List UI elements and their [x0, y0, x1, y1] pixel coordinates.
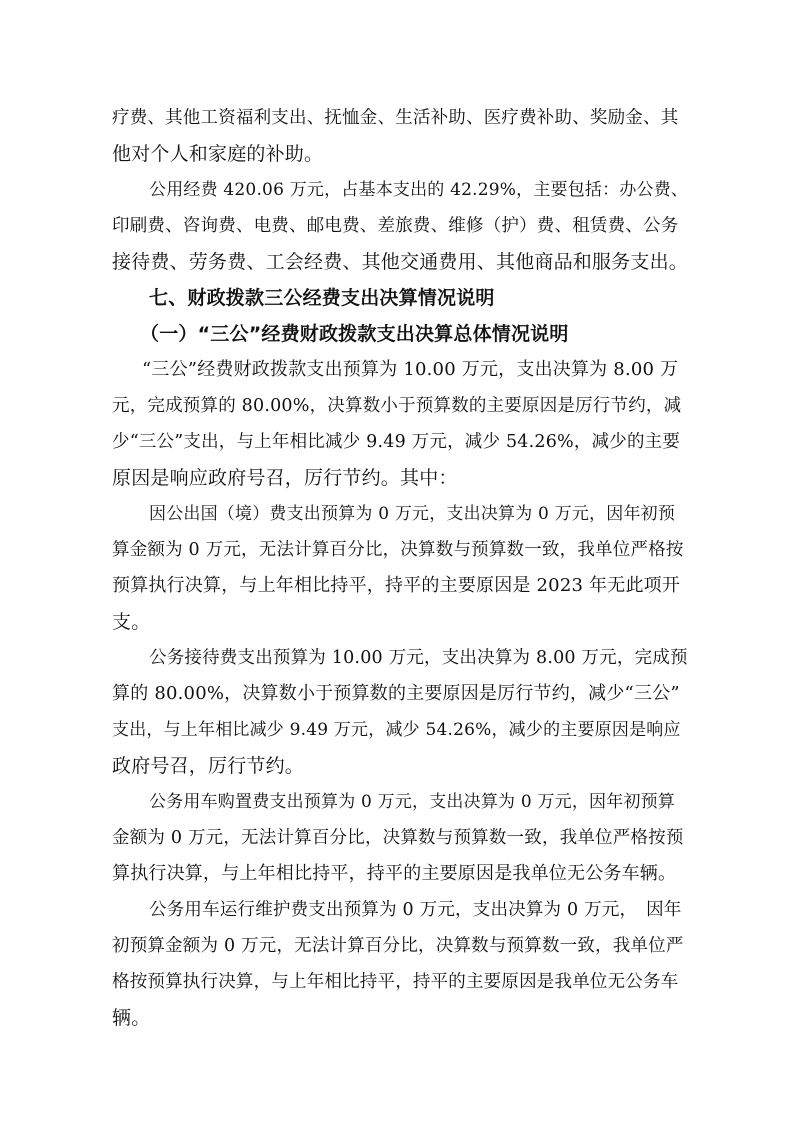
text-line: 支出，与上年相比减少 9.49 万元，减少 54.26%，减少的主要原因是响应	[112, 720, 681, 740]
text-line: 政府号召，厉行节约。	[112, 755, 305, 777]
text-line: 公务接待费支出预算为 10.00 万元，支出决算为 8.00 万元，完成预	[149, 648, 688, 668]
text-line: 元，完成预算的 80.00%，决算数小于预算数的主要原因是厉行节约，减	[112, 396, 682, 416]
text-line: 算的 80.00%，决算数小于预算数的主要原因是厉行节约，减少“三公”	[112, 683, 680, 704]
text-line: 印刷费、咨询费、电费、邮电费、差旅费、维修（护）费、租赁费、公务	[112, 216, 679, 236]
text-line: 因公出国（境）费支出预算为 0 万元，支出决算为 0 万元，因年初预	[149, 504, 676, 524]
text-line: 算执行决算，与上年相比持平，持平的主要原因是我单位无公务车辆。	[112, 863, 677, 884]
text-line: 少“三公”支出，与上年相比减少 9.49 万元，减少 54.26%，减少的主要	[112, 432, 681, 452]
subsection-heading: （一）“三公”经费财政拨款支出决算总体情况说明	[140, 323, 569, 345]
text-line: 原因是响应政府号召，厉行节约。其中：	[112, 467, 458, 489]
text-line: 公务用车运行维护费支出预算为 0 万元，支出决算为 0 万元， 因年	[149, 900, 682, 920]
text-line: 疗费、其他工资福利支出、抚恤金、生活补助、医疗费补助、奖励金、其	[112, 108, 679, 128]
text-line: 公务用车购置费支出预算为 0 万元，支出决算为 0 万元，因年初预算	[149, 792, 676, 812]
text-line: 格按预算执行决算，与上年相比持平，持平的主要原因是我单位无公务车	[112, 972, 679, 992]
text-line: 算金额为 0 万元，无法计算百分比，决算数与预算数一致，我单位严格按	[112, 540, 684, 560]
section-heading: 七、财政拨款三公经费支出决算情况说明	[149, 287, 495, 309]
text-line: 辆。	[112, 1007, 151, 1029]
text-line: 接待费、劳务费、工会经费、其他交通费用、其他商品和服务支出。	[112, 251, 689, 273]
text-line: 金额为 0 万元，无法计算百分比，决算数与预算数一致，我单位严格按预	[112, 828, 684, 848]
text-line: 公用经费 420.06 万元，占基本支出的 42.29%，主要包括：办公费、	[149, 180, 689, 200]
text-line: “三公”经费财政拨款支出预算为 10.00 万元，支出决算为 8.00 万	[142, 359, 679, 380]
text-line: 支。	[112, 611, 151, 633]
text-line: 他对个人和家庭的补助。	[112, 143, 324, 165]
text-line: 初预算金额为 0 万元，无法计算百分比，决算数与预算数一致，我单位严	[112, 936, 684, 956]
text-line: 预算执行决算，与上年相比持平，持平的主要原因是 2023 年无此项开	[112, 575, 681, 596]
